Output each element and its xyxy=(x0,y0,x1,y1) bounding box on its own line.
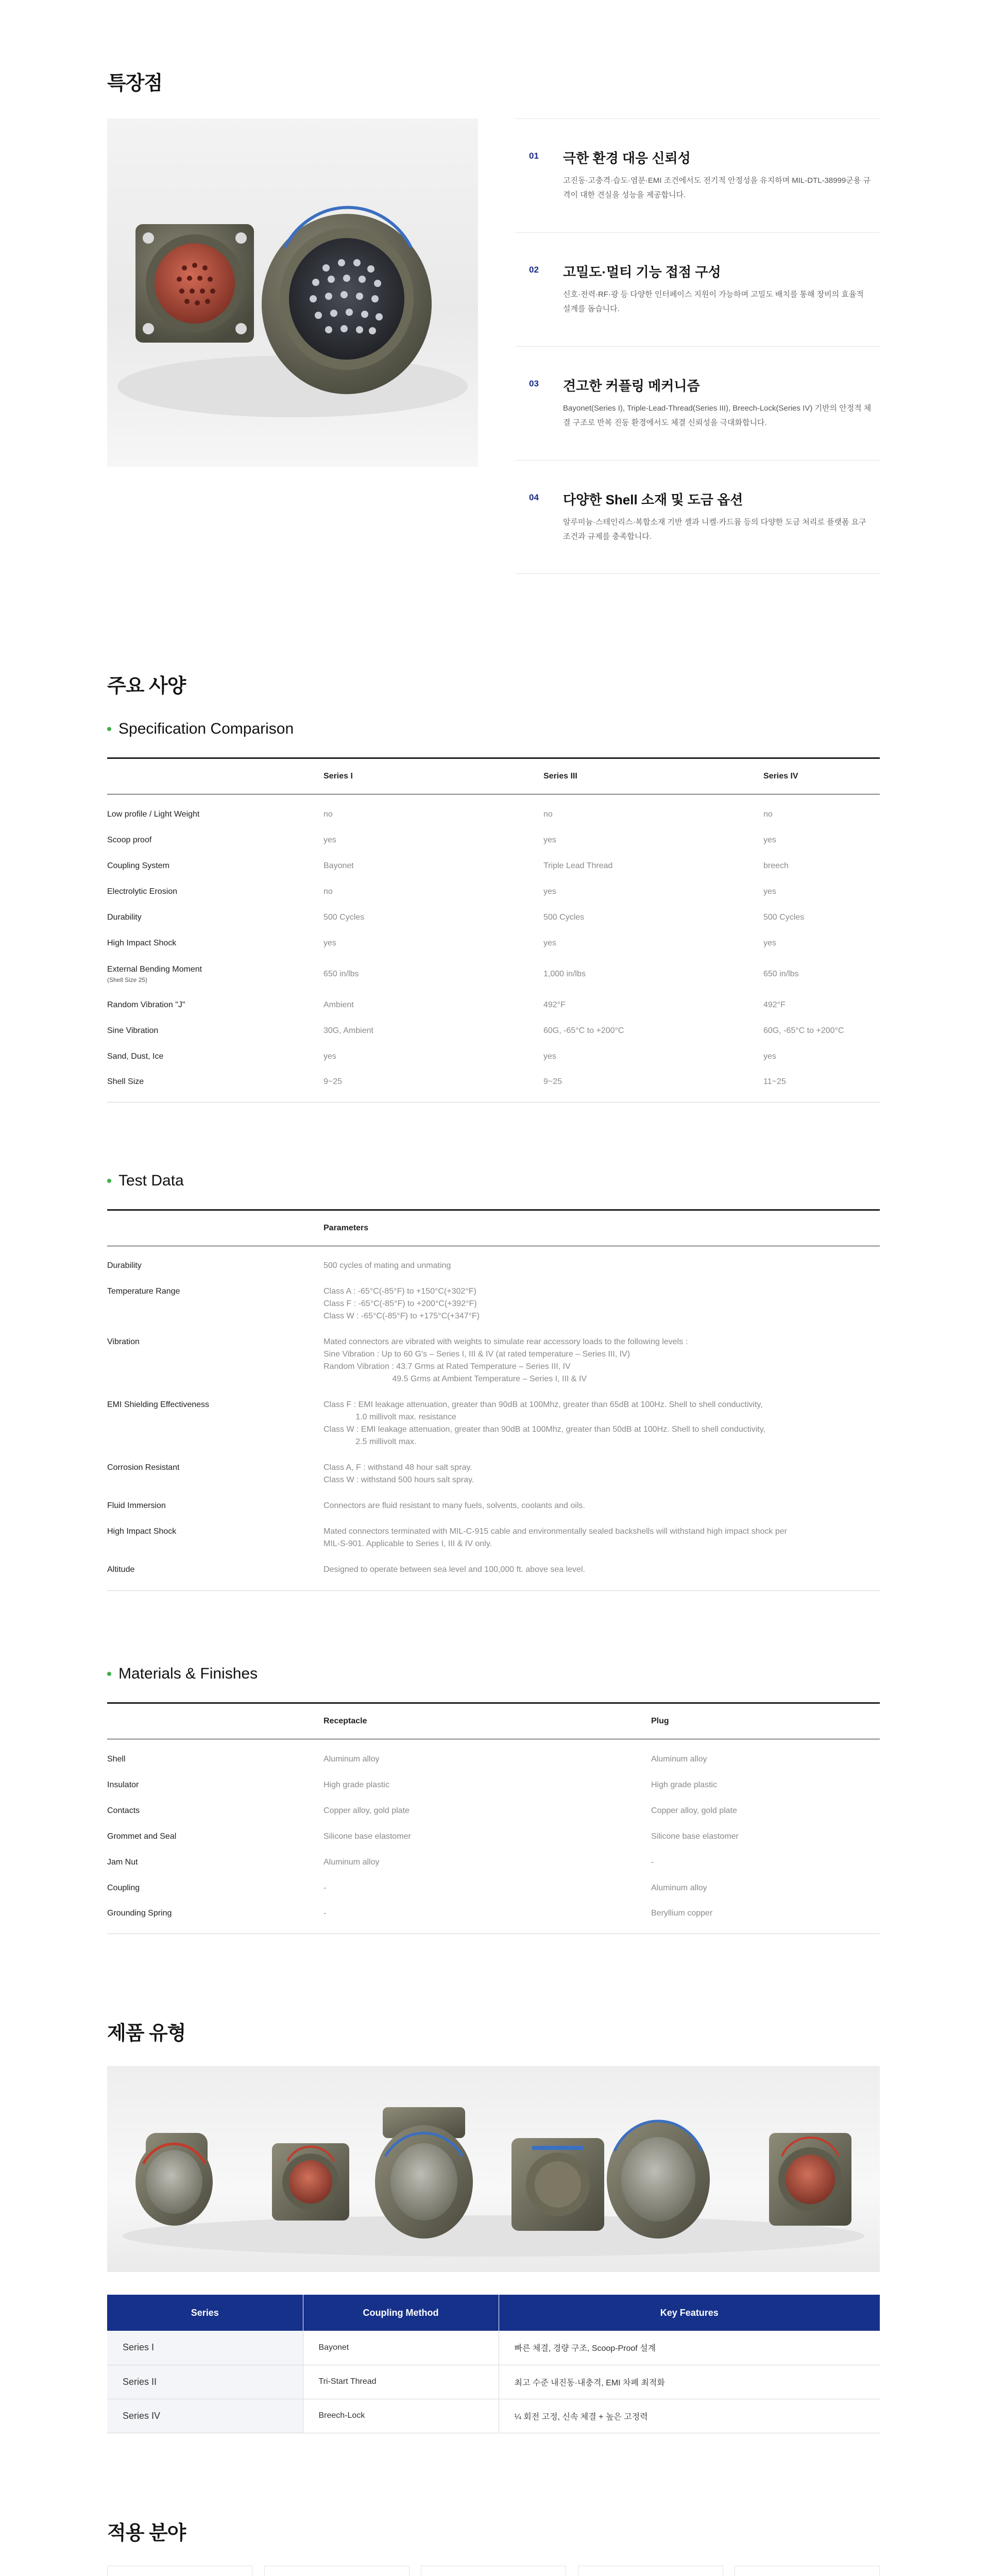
product-type-block xyxy=(107,2295,880,2433)
table-cell: Silicone base elastomer xyxy=(651,1832,739,1841)
table-row xyxy=(107,1772,880,1798)
table-cell: 500 Cycles xyxy=(323,912,365,922)
table-cell: yes xyxy=(763,835,776,844)
table-cell: 빠른 체결, 경량 구조, Scoop-Proof 설계 xyxy=(499,2331,880,2365)
table-cell: no xyxy=(323,809,333,819)
table-header-row xyxy=(107,1703,880,1739)
materials-title: Materials & Finishes xyxy=(118,1665,258,1682)
table-cell: Electrolytic Erosion xyxy=(107,887,178,896)
table-row xyxy=(107,2331,880,2365)
feature-number: 01 xyxy=(529,151,539,161)
table-cell: yes xyxy=(543,887,556,896)
table-cell: Insulator xyxy=(107,1780,139,1789)
table-header: Series I xyxy=(323,758,543,794)
table-row xyxy=(107,1385,880,1448)
table-row xyxy=(107,1070,880,1103)
table-row xyxy=(107,827,880,853)
table-cell: 30G, Ambient xyxy=(323,1026,373,1035)
product-type-table xyxy=(107,2295,880,2433)
test-line: Class F : EMI leakage attenuation, greater than 90dB at 100Mhz, greater than 65dB at 100Hz. Shell to shell conductivity, xyxy=(323,1400,763,1409)
table-cell: 60G, -65°C to +200°C xyxy=(543,1026,624,1035)
feature-item xyxy=(515,460,880,574)
bullet-dot xyxy=(107,1179,111,1183)
table-cell: yes xyxy=(543,1052,556,1061)
table-header: Receptacle xyxy=(323,1703,651,1739)
feature-desc: 알루미늄·스테인리스·복합소재 기반 셸과 니켈·카드뮴 등의 다양한 도금 처리로 플랫폼 요구조건과 규제를 충족합니다. xyxy=(563,518,866,541)
table-cell: Series IV xyxy=(107,2399,303,2433)
table-cell: Temperature Range xyxy=(107,1287,180,1296)
bullet-dot xyxy=(107,1672,111,1676)
test-line: 2.5 millivolt max. xyxy=(323,1437,417,1446)
table-cell: 9~25 xyxy=(543,1070,763,1103)
table-cell: Beryllium copper xyxy=(651,1901,880,1934)
table-cell: yes xyxy=(763,887,776,896)
test-line: Class A, F : withstand 48 hour salt spray. xyxy=(323,1463,472,1472)
test-line: 1.0 millivolt max. resistance xyxy=(323,1413,456,1421)
table-cell: EMI Shielding Effectiveness xyxy=(107,1400,210,1409)
materials-table xyxy=(107,1702,880,1934)
table-cell: 9~25 xyxy=(323,1070,543,1103)
application-card xyxy=(107,2566,252,2576)
test-line: 500 cycles of mating and unmating xyxy=(323,1261,451,1270)
table-row xyxy=(107,1486,880,1512)
table-cell: 1,000 in/lbs xyxy=(543,969,586,978)
table-row xyxy=(107,1901,880,1934)
features-title: 특장점 xyxy=(107,73,163,94)
application-card xyxy=(264,2566,410,2576)
test-line: Class W : EMI leakage attenuation, greater than 90dB at 100Mhz, greater than 50dB at 100Hz. Shell to shell conductivity, xyxy=(323,1425,765,1434)
feature-number: 03 xyxy=(529,379,539,388)
bullet-dot xyxy=(107,727,111,731)
table-cell: Bayonet xyxy=(303,2331,499,2365)
test-line: MIL-S-901. Applicable to Series I, III & IV only. xyxy=(323,1539,492,1548)
spec-comparison-table xyxy=(107,757,880,1103)
table-row xyxy=(107,1323,880,1385)
table-cell: Aluminum alloy xyxy=(323,1754,380,1764)
table-cell: Series I xyxy=(107,2331,303,2365)
table-header: Parameters xyxy=(323,1210,880,1246)
products-title: 제품 유형 xyxy=(107,2023,186,2044)
table-row xyxy=(107,853,880,879)
table-cell: Shell xyxy=(107,1754,126,1764)
table-header: Series xyxy=(107,2295,303,2331)
table-cell: Altitude xyxy=(107,1550,323,1591)
feature-title: 견고한 커플링 메커니즘 xyxy=(563,378,700,394)
table-cell xyxy=(323,1550,880,1591)
test-data-table xyxy=(107,1209,880,1591)
table-cell xyxy=(323,1385,880,1448)
table-cell: yes xyxy=(323,835,336,844)
test-data-block xyxy=(107,1172,880,1591)
feature-title: 다양한 Shell 소재 및 도금 옵션 xyxy=(563,492,743,507)
table-header xyxy=(107,1210,323,1246)
table-cell: - xyxy=(323,1883,327,1892)
table-cell: Durability xyxy=(107,1261,142,1270)
table-cell: Tri-Start Thread xyxy=(303,2365,499,2399)
product-lineup-image xyxy=(107,2066,880,2272)
table-header-row xyxy=(107,2295,880,2331)
table-cell: Coupling System xyxy=(107,861,169,870)
table-cell: Bayonet xyxy=(323,861,354,870)
table-row xyxy=(107,1739,880,1772)
table-cell: Random Vibration "J" xyxy=(107,1000,185,1009)
feature-item xyxy=(515,118,880,232)
feature-item xyxy=(515,232,880,346)
application-card xyxy=(735,2566,880,2576)
feature-desc: 고진동·고충격·습도·염분·EMI 조건에서도 전기적 안정성을 유지하며 MIL-DTL-38999군용 규격이 대한 견실을 성능을 제공합니다. xyxy=(563,176,871,199)
table-cell: Jam Nut xyxy=(107,1857,138,1867)
table-cell: High Impact Shock xyxy=(107,938,177,947)
test-line: Sine Vibration : Up to 60 G's – Series I, III & IV (at rated temperature – Series III, IV) xyxy=(323,1350,630,1359)
table-row xyxy=(107,1824,880,1850)
applications-section xyxy=(107,2517,880,2545)
table-cell: Aluminum alloy xyxy=(651,1883,707,1892)
table-row xyxy=(107,794,880,827)
table-cell: 11~25 xyxy=(763,1070,880,1103)
table-cell: High grade plastic xyxy=(651,1780,718,1789)
feature-title: 극한 환경 대응 신뢰성 xyxy=(563,150,691,166)
feature-title: 고밀도·멀티 기능 접점 구성 xyxy=(563,264,721,280)
table-cell: Coupling xyxy=(107,1883,140,1892)
feature-list xyxy=(515,118,880,574)
table-cell: 최고 수준 내진동·내충격, EMI 차폐 최적화 xyxy=(499,2365,880,2399)
table-row xyxy=(107,2365,880,2399)
feature-desc: Bayonet(Series I), Triple-Lead-Thread(Series III), Breech-Lock(Series IV) 기반의 안정적 체결 구조로 반복 진동 환경에서도 체결 신뢰성을 극대화합니다. xyxy=(563,404,872,427)
table-header: Key Features xyxy=(499,2295,880,2331)
table-cell: Corrosion Resistant xyxy=(107,1463,180,1472)
table-cell: 650 in/lbs xyxy=(763,969,799,978)
table-cell: Scoop proof xyxy=(107,835,152,844)
table-row xyxy=(107,1850,880,1875)
table-cell: Durability xyxy=(107,912,142,922)
table-cell: High grade plastic xyxy=(323,1780,390,1789)
table-cell: yes xyxy=(543,835,556,844)
test-line: Mated connectors terminated with MIL-C-915 cable and environmentally sealed backshells will withstand high impact shock per xyxy=(323,1527,787,1536)
table-cell: Grounding Spring xyxy=(107,1901,323,1934)
table-cell xyxy=(323,1486,880,1512)
table-row xyxy=(107,879,880,905)
table-cell: ¼ 회전 고정, 신속 체결 + 높은 고정력 xyxy=(499,2399,880,2433)
table-cell: breech xyxy=(763,861,789,870)
table-cell: 492°F xyxy=(763,1000,786,1009)
table-cell xyxy=(323,1323,880,1385)
table-row xyxy=(107,1044,880,1070)
table-cell: Triple Lead Thread xyxy=(543,861,613,870)
table-cell xyxy=(323,1448,880,1486)
materials-block xyxy=(107,1665,880,1934)
table-cell xyxy=(323,1272,880,1323)
table-cell: no xyxy=(323,887,333,896)
test-line: Class A : -65°C(-85°F) to +150°C(+302°F) xyxy=(323,1287,476,1296)
table-cell: Copper alloy, gold plate xyxy=(651,1806,737,1815)
table-cell: Silicone base elastomer xyxy=(323,1832,411,1841)
table-cell xyxy=(323,1246,880,1273)
table-cell: yes xyxy=(763,938,776,947)
table-row xyxy=(107,1018,880,1044)
table-cell: Vibration xyxy=(107,1337,140,1346)
spec-comparison-title: Specification Comparison xyxy=(118,720,294,737)
test-line: Class W : withstand 500 hours salt spray. xyxy=(323,1476,474,1484)
table-row xyxy=(107,1448,880,1486)
test-data-heading xyxy=(107,1172,880,1190)
test-line: Class F : -65°C(-85°F) to +200°C(+392°F) xyxy=(323,1299,477,1308)
applications-list xyxy=(107,2566,880,2576)
table-cell: yes xyxy=(323,938,336,947)
table-row xyxy=(107,2399,880,2433)
table-header: Plug xyxy=(651,1703,880,1739)
table-row xyxy=(107,956,880,992)
test-data-title: Test Data xyxy=(118,1172,184,1189)
application-card xyxy=(421,2566,566,2576)
test-line: Connectors are fluid resistant to many fuels, solvents, coolants and oils. xyxy=(323,1501,585,1510)
table-header: Coupling Method xyxy=(303,2295,499,2331)
table-cell xyxy=(323,1512,880,1550)
table-row xyxy=(107,1550,880,1591)
products-section xyxy=(107,2017,880,2045)
table-header-row xyxy=(107,758,880,794)
table-cell xyxy=(107,956,323,992)
table-cell: Contacts xyxy=(107,1806,140,1815)
specs-title: 주요 사양 xyxy=(107,675,186,697)
table-row xyxy=(107,1272,880,1323)
table-row xyxy=(107,905,880,930)
table-row xyxy=(107,1798,880,1824)
test-data-body xyxy=(107,1246,880,1591)
table-cell: Breech-Lock xyxy=(303,2399,499,2433)
specs-section xyxy=(107,670,880,698)
table-cell: yes xyxy=(543,938,556,947)
table-cell: 60G, -65°C to +200°C xyxy=(763,1026,844,1035)
table-cell: Grommet and Seal xyxy=(107,1832,177,1841)
table-cell: 500 Cycles xyxy=(543,912,585,922)
table-row xyxy=(107,992,880,1018)
table-header xyxy=(107,1703,323,1739)
table-cell: yes xyxy=(323,1052,336,1061)
table-cell: Fluid Immersion xyxy=(107,1501,166,1510)
test-line: 49.5 Grms at Ambient Temperature – Series I, III & IV xyxy=(323,1375,587,1383)
features-section xyxy=(107,67,880,95)
connector-feature-image xyxy=(107,118,478,467)
table-row xyxy=(107,1246,880,1273)
table-header-row xyxy=(107,1210,880,1246)
test-line: Designed to operate between sea level and 100,000 ft. above sea level. xyxy=(323,1565,585,1574)
test-line: Mated connectors are vibrated with weights to simulate rear accessory loads to the following levels : xyxy=(323,1337,688,1346)
applications-title: 적용 분야 xyxy=(107,2522,186,2544)
table-cell: Copper alloy, gold plate xyxy=(323,1806,410,1815)
table-cell: 650 in/lbs xyxy=(323,969,359,978)
table-cell: 492°F xyxy=(543,1000,566,1009)
table-header: Series III xyxy=(543,758,763,794)
table-row xyxy=(107,930,880,956)
table-cell: Aluminum alloy xyxy=(651,1754,707,1764)
table-cell: Aluminum alloy xyxy=(323,1857,380,1867)
feature-desc: 신호·전력·RF·광 등 다양한 인터페이스 지원이 가능하며 고밀도 배치를 통해 장비의 효율적 설계를 돕습니다. xyxy=(563,290,864,313)
table-cell: Sine Vibration xyxy=(107,1026,159,1035)
feature-item xyxy=(515,346,880,460)
test-line: Class W : -65°C(-85°F) to +175°C(+347°F) xyxy=(323,1312,480,1320)
table-cell: no xyxy=(763,809,773,819)
table-cell: Shell Size xyxy=(107,1070,323,1103)
feature-number: 04 xyxy=(529,493,539,502)
application-card xyxy=(578,2566,723,2576)
test-line: Random Vibration : 43.7 Grms at Rated Temperature – Series III, IV xyxy=(323,1362,571,1371)
table-cell: - xyxy=(651,1857,654,1867)
spec-comparison-heading xyxy=(107,720,880,738)
table-row xyxy=(107,1875,880,1901)
table-cell: no xyxy=(543,809,553,819)
feature-number: 02 xyxy=(529,265,539,275)
table-cell: - xyxy=(323,1901,651,1934)
table-cell: Series II xyxy=(107,2365,303,2399)
row-note: (Shell Size 25) xyxy=(107,976,148,984)
table-cell: yes xyxy=(763,1052,776,1061)
spec-comparison-block xyxy=(107,720,880,1103)
table-row xyxy=(107,1512,880,1550)
table-cell: High Impact Shock xyxy=(107,1527,177,1536)
table-cell: Low profile / Light Weight xyxy=(107,809,200,819)
materials-heading xyxy=(107,1665,880,1683)
table-cell: Ambient xyxy=(323,1000,354,1009)
table-cell: Sand, Dust, Ice xyxy=(107,1052,164,1061)
table-header: Series IV xyxy=(763,758,880,794)
row-label: External Bending Moment xyxy=(107,964,202,974)
table-header xyxy=(107,758,323,794)
table-cell: 500 Cycles xyxy=(763,912,805,922)
